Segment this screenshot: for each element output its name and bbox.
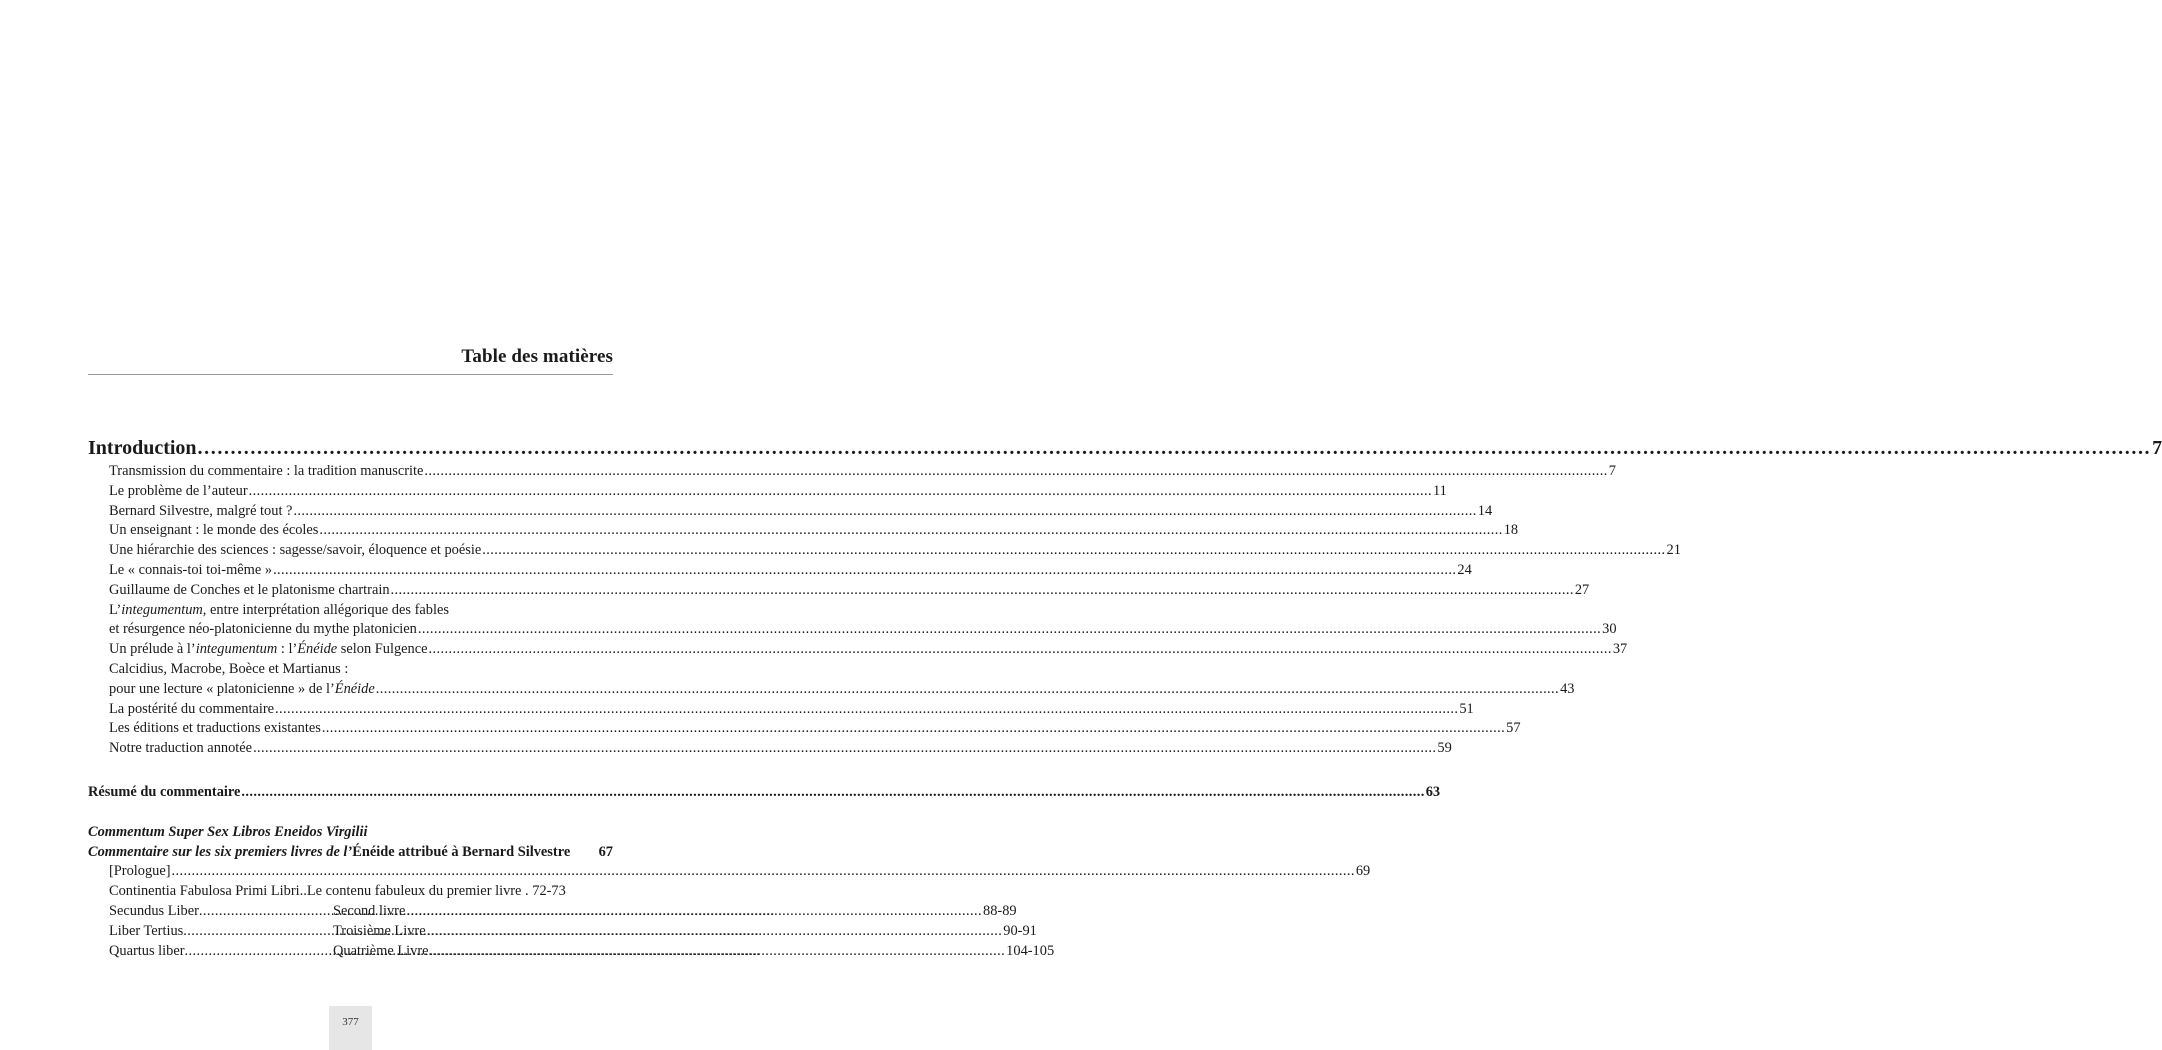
toc-entry-integumentum-line1[interactable] <box>88 601 613 621</box>
toc-entry-page: 72-73 <box>532 883 566 900</box>
leader-dots <box>427 922 1003 942</box>
toc-entry-page: 14 <box>1477 502 1493 519</box>
french-title-italic: Commentaire sur les six premiers livres de l’ <box>88 843 353 860</box>
toc-entry-page: 51 <box>1459 700 1474 717</box>
latin-title[interactable]: Commentum Super Sex Libros Eneidos Virgilii <box>88 823 368 840</box>
toc-entry-title: La postérité du commentaire <box>109 700 275 717</box>
french-title[interactable] <box>88 843 613 863</box>
toc-entry-calcidius-line1[interactable]: Calcidius, Macrobe, Boèce et Martianus : <box>109 660 349 677</box>
french-title-upright: Énéide attribué à Bernard Silvestre <box>352 843 571 860</box>
latin-chapter: Secundus Liber <box>109 902 199 919</box>
leader-dots <box>249 482 1432 502</box>
toc-entry-page: 104-105 <box>1006 942 1055 959</box>
italic-term: integumentum <box>195 641 278 658</box>
leader-dots <box>275 700 1458 720</box>
french-chapter: Troisième Livre <box>333 922 426 939</box>
leader-dots <box>198 435 2152 461</box>
table-of-contents <box>88 435 2162 961</box>
toc-entry-page: 7 <box>1608 463 1616 479</box>
text: , entre interprétation allégorique des fables <box>202 601 449 618</box>
spacer <box>88 759 613 783</box>
toc-entry-page: 24 <box>1457 561 1472 578</box>
toc-entry-page: 7 <box>2152 437 2162 459</box>
page-title: Table des matières <box>461 346 613 367</box>
toc-entry-resume[interactable] <box>88 783 1441 803</box>
toc-entry-title: Transmission du commentaire : la tradition manuscrite <box>109 463 424 479</box>
leader-dots <box>391 581 1574 601</box>
italic-term: Énéide <box>297 641 338 658</box>
leader-dots <box>319 521 1502 541</box>
toc-entry-title: Un enseignant : le monde des écoles <box>109 522 319 539</box>
toc-entry-page: 90-91 <box>1003 922 1037 939</box>
toc-entry-page: 88-89 <box>983 902 1017 919</box>
italic-term: integumentum <box>121 601 203 618</box>
toc-entry-page: 43 <box>1560 680 1575 697</box>
leader-dots <box>418 620 1601 640</box>
leader-dots <box>293 502 1476 522</box>
toc-entry-page: 27 <box>1574 581 1590 598</box>
french-chapter: Second livre <box>333 902 406 919</box>
toc-entry-title: Le « connais-toi toi-même » <box>109 561 273 578</box>
separator-dots: . <box>521 883 533 900</box>
toc-entry-title: Bernard Silvestre, malgré tout ? <box>109 502 293 519</box>
leader-dots <box>241 783 1424 803</box>
french-column <box>333 942 1054 962</box>
toc-entry[interactable] <box>88 521 1519 541</box>
french-chapter: Quatrième Livre <box>333 942 429 959</box>
toc-entry[interactable] <box>88 739 1452 759</box>
page-number: 377 <box>329 1006 372 1050</box>
leader-dots <box>429 640 1612 660</box>
toc-entry-title <box>109 680 375 700</box>
toc-entry[interactable] <box>88 462 1616 482</box>
toc-entry-integumentum-line2[interactable] <box>88 620 1617 640</box>
spacer <box>88 803 613 823</box>
text: L’ <box>109 601 122 618</box>
text: selon Fulgence <box>337 641 428 658</box>
leader-dots <box>273 561 1456 581</box>
toc-entry-continentia[interactable] <box>88 882 613 902</box>
latin-chapter: Quartus liber <box>109 942 185 959</box>
toc-entry-title: Le problème de l’auteur <box>109 482 248 499</box>
toc-entry-page: 59 <box>1437 740 1452 757</box>
toc-entry-page: 69 <box>1355 863 1371 880</box>
leader-dots <box>482 541 1665 561</box>
text: pour une lecture « platonicienne » de l’ <box>109 680 335 697</box>
toc-entry-title: Les éditions et traductions existantes <box>109 720 321 737</box>
toc-entry-title: Introduction <box>88 437 197 459</box>
toc-entry-page: 11 <box>1432 482 1447 499</box>
toc-entry-title: [Prologue] <box>109 863 171 880</box>
french-column <box>333 902 1017 922</box>
toc-entry-introduction[interactable] <box>88 435 2162 461</box>
toc-entry[interactable] <box>88 561 1472 581</box>
latin-column <box>109 902 333 922</box>
toc-entry-page: 21 <box>1666 542 1681 559</box>
toc-entry-page: 67 <box>598 843 613 860</box>
latin-chapter: Continentia Fabulosa Primi Libri <box>109 883 300 900</box>
leader-dots <box>430 942 1006 962</box>
leader-dots <box>253 739 1436 759</box>
toc-entry-title: Guillaume de Conches et le platonisme chartrain <box>109 581 390 598</box>
toc-entry-page: 57 <box>1506 720 1521 737</box>
toc-entry-book[interactable] <box>88 942 1055 962</box>
toc-entry-page: 37 <box>1612 641 1628 658</box>
leader-dots <box>424 462 1607 482</box>
toc-entry-title: Une hiérarchie des sciences : sagesse/savoir, éloquence et poésie <box>109 542 482 559</box>
toc-entry-prelude[interactable] <box>88 640 1628 660</box>
title-rule <box>88 374 613 375</box>
toc-entry[interactable] <box>88 502 1493 522</box>
latin-column <box>109 922 333 942</box>
toc-entry-book[interactable] <box>88 922 1037 942</box>
french-column <box>333 922 1037 942</box>
toc-entry-title: Notre traduction annotée <box>109 740 253 757</box>
toc-entry-page: 30 <box>1602 621 1617 638</box>
italic-term: Énéide <box>334 680 375 697</box>
text: : l’ <box>277 641 298 658</box>
leader-dots <box>172 862 1355 882</box>
separator-dots: .. <box>299 883 307 900</box>
leader-dots <box>406 902 982 922</box>
leader-dots <box>322 719 1505 739</box>
toc-entry-book[interactable] <box>88 902 1017 922</box>
toc-entry-page: 18 <box>1503 522 1519 539</box>
toc-entry[interactable] <box>88 719 1521 739</box>
toc-entry[interactable] <box>88 482 1447 502</box>
text: Un prélude à l’ <box>109 641 196 658</box>
toc-entry[interactable] <box>88 541 1681 561</box>
toc-entry-title <box>109 640 428 660</box>
toc-entry-title: Résumé du commentaire <box>88 783 241 800</box>
french-chapter: Le contenu fabuleux du premier livre <box>306 883 522 900</box>
latin-column <box>109 942 333 962</box>
leader-dots <box>376 680 1559 700</box>
toc-entry[interactable] <box>88 581 1590 601</box>
toc-entry-calcidius-line2[interactable] <box>88 680 1575 700</box>
toc-entry-prologue[interactable] <box>88 862 1371 882</box>
toc-entry-title: et résurgence néo-platonicienne du mythe platonicien <box>109 621 417 638</box>
toc-entry[interactable] <box>88 700 1474 720</box>
toc-entry-page: 63 <box>1425 783 1441 800</box>
latin-chapter: Liber Tertius <box>109 922 184 939</box>
